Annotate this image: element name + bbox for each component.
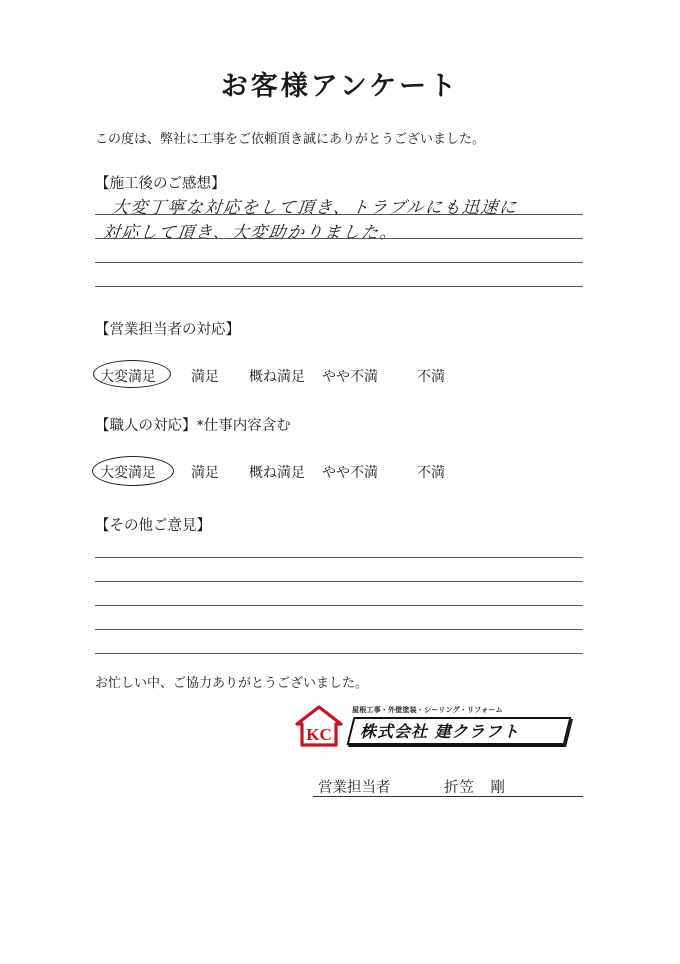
sales-option-dissatisfied[interactable]: 不満 bbox=[417, 369, 445, 385]
craft-option-very-satisfied[interactable]: 大変満足 bbox=[100, 465, 156, 481]
logo-mark: KC bbox=[306, 725, 332, 744]
craft-option-dissatisfied[interactable]: 不満 bbox=[417, 465, 445, 481]
craft-option-mostly-satisfied[interactable]: 概ね満足 bbox=[249, 465, 305, 481]
sales-option-satisfied[interactable]: 満足 bbox=[191, 369, 219, 385]
answer-line bbox=[95, 238, 583, 239]
answer-line bbox=[95, 581, 583, 582]
craft-option-satisfied[interactable]: 満足 bbox=[191, 465, 219, 481]
handwritten-line-2: 対応して頂き、大変助かりました。 bbox=[101, 223, 400, 243]
answer-line bbox=[95, 653, 583, 654]
craftsman-heading bbox=[95, 414, 291, 435]
answer-line bbox=[95, 605, 583, 606]
craftsman-heading-note: *仕事内容含む bbox=[196, 418, 291, 434]
craftsman-heading-label: 【職人の対応】 bbox=[95, 418, 197, 434]
sales-option-mostly-satisfied[interactable]: 概ね満足 bbox=[249, 369, 305, 385]
thank-you-text: お忙しい中、ご協力ありがとうございました。 bbox=[95, 676, 369, 691]
sales-rep-heading: 【営業担当者の対応】 bbox=[95, 322, 240, 338]
handwritten-line-1: 大変丁寧な対応をして頂き、トラブルにも迅速に bbox=[110, 198, 519, 218]
answer-line bbox=[95, 629, 583, 630]
impressions-heading: 【施工後のご感想】 bbox=[95, 176, 226, 192]
signature-line bbox=[313, 796, 583, 797]
answer-line bbox=[95, 286, 583, 287]
intro-text: この度は、弊社に工事をご依頼頂き誠にありがとうございました。 bbox=[95, 132, 486, 147]
sales-option-very-satisfied[interactable]: 大変満足 bbox=[100, 369, 156, 385]
craft-option-somewhat-dissatisfied[interactable]: やや不満 bbox=[322, 465, 378, 481]
company-name: 株式会社 建クラフト bbox=[360, 722, 520, 741]
company-name-plate bbox=[350, 717, 568, 743]
answer-line bbox=[95, 214, 583, 215]
page-title: お客様アンケート bbox=[220, 71, 460, 102]
rep-name: 折笠 剛 bbox=[444, 780, 506, 796]
logo-tagline: 屋根工事・外壁塗装・シーリング・リフォーム bbox=[352, 706, 503, 714]
company-logo-icon bbox=[293, 704, 345, 748]
sales-option-somewhat-dissatisfied[interactable]: やや不満 bbox=[322, 369, 378, 385]
rep-label: 営業担当者 bbox=[318, 780, 391, 796]
other-heading: 【その他ご意見】 bbox=[95, 518, 211, 534]
answer-line bbox=[95, 557, 583, 558]
answer-line bbox=[95, 262, 583, 263]
